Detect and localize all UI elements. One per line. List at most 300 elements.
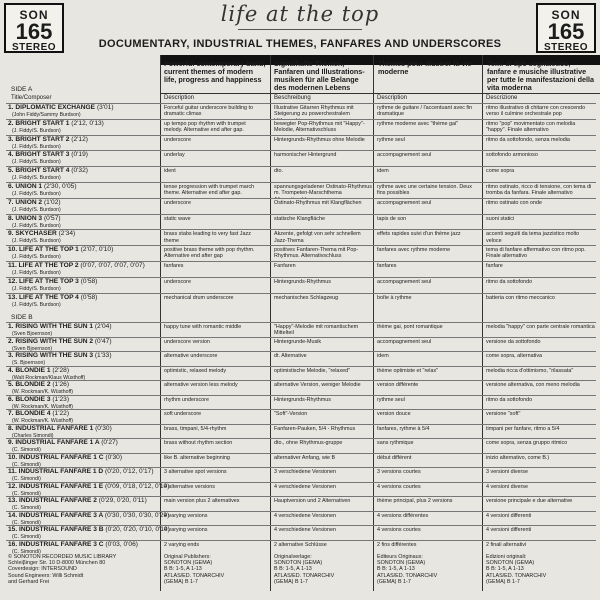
track-name: DIPLOMATIC EXCHANGE [15,104,96,111]
track-name: LIFE AT THE TOP 3 [19,277,79,285]
track-title [8,381,69,388]
track-number: 3. [8,352,14,359]
track-row [6,424,596,439]
track-title [8,396,69,403]
track-title [8,262,145,269]
description-it: ritmo da sottofondo [486,278,533,285]
track-composer: (W. Rockman/K. Wüsthoff) [12,418,74,424]
column-header-fr: Thèmes pour illustrer la vie moderne [378,59,472,76]
track-row [6,182,596,198]
album-subtitle: DOCUMENTARY, INDUSTRIAL THEMES, FANFARES AND UNDERSCORES [98,38,502,50]
description-it: 4 versioni differenti [486,512,532,519]
track-row [6,438,596,453]
track-duration: (2'34) [58,230,76,238]
description-fr: version différente [377,382,419,388]
track-number: 9. [8,439,14,446]
track-duration: (3'01) [96,104,114,111]
track-row [6,322,596,337]
description-de: 4 verschiedene Versionen [274,527,337,533]
description-fr: fanfares [377,263,397,269]
track-title [8,151,88,158]
description-de: harmonischer Hintergrund [274,152,337,159]
track-title [8,183,77,190]
description-fr: début différent [377,454,412,461]
description-en: positive brass theme with pop rhythm. Alternative end after gap [164,247,255,260]
track-row [6,277,596,293]
description-it: suoni statici [486,215,515,222]
track-name: INDUSTRIAL FANFARE 1 E [19,482,104,490]
track-number: 13. [8,497,18,504]
track-duration: (0'30) [105,453,123,461]
description-en: underscore version [164,338,210,345]
description-en: alternative underscore [164,353,218,359]
track-number: 13. [8,293,18,301]
description-en: Forceful guitar underscore building to dramatic climax [164,105,253,118]
track-row [6,453,596,468]
description-de: positives Fanfaren-Thema mit Pop-Rhythmus. Alternativschluss [274,247,359,260]
track-name: BRIGHT START 3 [15,151,70,159]
description-de: 2 alternative Schlüsse [274,541,327,548]
track-number: 11. [8,262,17,269]
track-composer: (J. Fiddy/S. Burdson) [12,159,61,166]
desc-label-en: Description [164,95,195,101]
album-title: life at the top [220,2,380,26]
description-de: 4 verschiedene Versionen [274,483,337,490]
description-en: underscore [164,278,191,285]
track-number: 10. [8,453,18,461]
track-number: 15. [8,526,18,533]
track-number: 14. [8,511,18,519]
description-fr: accompagnement seul [377,152,432,159]
track-title [8,120,104,127]
description-it: come sopra, senza gruppo ritmico [486,440,568,446]
description-fr: thème principal, plus 2 versions [377,498,453,504]
track-duration: (0'09, 0'18, 0'12, 0'10) [105,482,170,490]
description-fr: rythme moderne avec "thème gai" [377,120,459,127]
track-row [6,119,596,135]
description-en: underlay [164,152,185,159]
track-number: 9. [8,230,14,238]
track-title [8,367,69,374]
track-name: LIFE AT THE TOP 2 [18,262,79,269]
track-composer: (C. Simondi) [12,490,41,497]
description-it: ritmo ostinato, ricco di tensione, con tema di tromba da fanfara. Finale alternativo [486,184,592,197]
description-it: batteria con ritmo meccanico [486,294,555,301]
description-de: dto., ohne Rhythmus-gruppe [274,440,343,446]
track-row [6,366,596,381]
track-number: 12. [8,482,18,490]
footer-publishers-it: Edizioni originali: SONOTON (GEMA) B B: 1-5, A 1-13 ATLAS/ED. TONARCHIV (GEMA) B 1-7 [486,554,547,585]
description-fr: accompagnement seul [377,199,432,206]
track-row [6,380,596,395]
description-fr: accompagnement seul [377,278,432,285]
track-duration: (0'20, 0'12, 0'17) [105,468,154,475]
description-it: accenti seguiti da tema jazzistico molto veloce [486,231,580,244]
track-duration: (1'02) [43,198,61,206]
description-fr: fanfares, rythme à 5/4 [377,425,430,432]
description-fr: fanfares avec rythme moderne [377,247,451,254]
track-composer: (C. Simondi) [12,505,41,511]
description-de: statische Klangfläche [274,215,325,222]
description-fr: rythme seul [377,136,405,143]
track-number: 1. [8,323,14,330]
track-duration: (0'58) [80,277,98,285]
track-row [6,351,596,366]
side-b-label: SIDE B [11,314,33,321]
track-title [8,136,88,143]
description-fr: accompagnement seul [377,338,432,345]
track-name: INDUSTRIAL FANFARE 1 D [18,468,104,475]
description-de: alternative Version, weniger Melodie [274,382,361,388]
description-it: come sopra, alternativa [486,353,543,359]
track-number: 2. [8,337,14,345]
track-number: 10. [8,246,18,254]
track-title [8,439,118,446]
track-number: 4. [8,366,14,374]
track-title [8,468,154,475]
track-composer: (J. Fiddy/S. Burdson) [12,143,61,150]
track-title [8,215,61,222]
track-duration: (2'07, 0'10) [80,246,114,254]
description-de: "Soft"-Version [274,411,308,417]
track-composer: (C. Simondi) [12,548,41,555]
footer-credits: © SONOTON RECORDED MUSIC LIBRARY Schleiβinger Str. 10 D-8000 München 80 Coverdesign: INTERSOUND Sound Engineers: Willi Schmidt and Gerhard Frei [8,554,117,585]
track-duration: (0'30) [95,424,112,432]
track-number: 7. [8,410,14,417]
track-title [8,338,112,345]
track-duration: (0'32) [71,167,88,175]
track-title [8,104,114,111]
track-duration: (2'04) [94,323,112,330]
track-duration: (0'07, 0'07, 0'07, 0'07) [80,262,145,269]
track-title [8,246,113,253]
track-row [6,229,596,245]
track-title [8,323,112,330]
track-title [8,410,69,417]
side-a-label: SIDE A [11,86,33,93]
track-composer: (J. Fiddy/S. Burdson) [12,191,61,197]
track-number: 6. [8,395,14,403]
description-fr: idem [377,353,389,359]
track-row [6,293,596,309]
track-composer: (J. Fiddy/S. Burdson) [12,206,61,213]
description-de: spannungsgeladener Ostinato-Rhythmus m. Trompeten-Marschthema [274,184,372,197]
track-title [8,199,61,206]
track-row [6,166,596,182]
track-composer: (Sven Bjoernson) [12,345,53,352]
track-duration: (0'20, 0'20, 0'10, 0'10) [105,526,170,533]
track-duration: (0'29, 0'20, 0'11) [98,497,147,504]
description-de: Hauptversion und 2 Alternativen [274,498,351,504]
track-name: UNION 2 [15,198,43,206]
track-title [8,497,147,504]
description-en: 4 varying versions [164,527,208,533]
track-duration: (0'47) [94,337,112,345]
column-header-it: Temi di tipo segnaletico, fanfare e musiche illustrative per tutte le manifestazioni della vita moderna [487,59,595,92]
track-number: 12. [8,277,18,285]
track-composer: (C. Simondi) [12,447,41,453]
description-fr: 3 versions courtes [377,469,421,475]
description-it: 2 finali alternativi [486,541,527,548]
description-fr: boîte à rythme [377,294,412,301]
track-row [6,496,596,511]
track-title [8,512,169,519]
description-fr: 4 versions courtes [377,527,421,533]
track-name: LIFE AT THE TOP 1 [19,246,79,254]
badge-format: STEREO [543,42,589,53]
description-de: 4 verschiedene Versionen [274,512,337,519]
track-row [6,525,596,540]
track-name: BRIGHT START 1 [15,119,70,127]
description-it: 3 versioni diverse [486,469,528,475]
track-title [8,526,170,533]
title-underline [238,29,362,30]
track-name: BLONDIE 2 [15,381,51,388]
description-de: Hintergrunds-Rhythmus [274,278,331,285]
track-row [6,409,596,424]
column-header-en: Powerful contemporary band, current themes of modern life, progress and happiness [164,59,266,84]
track-composer: (W. Rockman/K. Wüsthoff) [12,403,74,410]
track-name: UNION 3 [15,214,43,222]
track-composer: (C. Simondi) [12,534,41,540]
track-name: SKYCHASER [15,230,57,238]
description-it: 4 versioni diverse [486,483,528,490]
track-duration: (1'26) [52,381,70,388]
track-duration: (0'03, 0'06) [105,540,138,548]
track-row [6,150,596,166]
track-name: INDUSTRIAL FANFARE 1 A [15,439,100,446]
description-it: tema di fanfare affermativo con ritmo pop. Finale alternativo [486,247,586,260]
description-de: mechanisches Schlagzeug [274,294,339,301]
description-de: dt. Alternative [274,353,307,359]
track-row [6,261,596,277]
description-it: inizio alternativo, come B.) [486,454,550,461]
track-row [6,198,596,214]
track-number: 5. [8,381,14,388]
description-it: timpani per fanfare, ritmo a 5/4 [486,425,560,432]
track-number: 7. [8,198,14,206]
track-row [6,245,596,261]
description-en: tense progression with trumpet march theme. Alternative end after gap. [164,184,255,197]
description-en: alternative version less melody [164,382,238,388]
track-name: UNION 1 [15,183,43,190]
footer-publishers-fr: Editeurs Originaux: SONOTON (GEMA) B B: 1-5, A 1-13 ATLAS/ED. TONARCHIV (GEMA) B 1-7 [377,554,438,585]
track-composer: (J. Fiddy/S. Burdson) [12,285,61,292]
description-de: Akzente, gefolgt von sehr schnellem Jazz-Thema [274,231,361,244]
track-name: RISING WITH THE SUN 1 [15,323,94,330]
track-duration: (0'27) [101,439,118,446]
description-en: 3 alternative spot versions [164,469,227,475]
description-en: static wave [164,215,191,222]
track-number: 4. [8,151,14,159]
track-duration: (2'28) [52,366,70,374]
track-duration: (1'33) [94,352,112,359]
track-composer: (S. Bjoernson) [12,360,46,366]
description-fr: 2 fins différentes [377,541,417,548]
title-composer-label: Title/Composer [11,95,52,101]
track-title [8,541,138,548]
description-it: versione alternativa, con meno melodia [486,382,580,388]
description-fr: effets rapides suivi d'un thème jazz [377,231,461,238]
description-en: 4 alternative versions [164,483,215,490]
description-en: happy tune with romantic middle [164,324,242,330]
track-number: 8. [8,424,14,432]
description-it: versione "soft" [486,411,521,417]
track-number: 3. [8,135,14,143]
description-fr: thème gai, pont romantique [377,324,443,330]
badge-label: SON [19,8,49,22]
track-duration: (0'57) [43,214,61,222]
track-title [8,278,97,285]
track-composer: (John Fiddy/Sammy Burdson) [12,112,81,118]
track-row [6,214,596,230]
track-composer: (Sven Bjoernson) [12,331,53,337]
track-row [6,511,596,526]
description-it: melodia "happy" con parte centrale romantica [486,324,595,330]
description-en: fanfares [164,263,184,269]
track-duration: (0'30, 0'30, 0'30, 0'29) [104,511,170,519]
track-composer: (J. Fiddy/S. Burdson) [12,238,61,245]
desc-label-de: Beschreibung [274,95,311,101]
track-title [8,167,88,174]
description-en: optimistic, relaxed melody [164,367,227,374]
column-header-de: Signalhafte Themen, Fanfaren und Illustrations-musiken für alle Belange des modernen Lebens [274,59,365,92]
description-de: bewegter Pop-Rhythmus mit "Happy"-Melodie, Alternativschluss [274,120,365,134]
description-de: Ostinato-Rhythmus mit Klangflächen [274,199,362,206]
track-title [8,483,169,490]
track-row [6,337,596,352]
description-fr: tapis de son [377,215,407,222]
description-it: versione principale e due alternative [486,498,573,504]
desc-label-it: Descrizione [486,95,518,101]
description-en: rhythm underscore [164,396,209,403]
track-title [8,425,112,432]
description-it: versione da sottofondo [486,338,541,345]
track-name: RISING WITH THE SUN 2 [15,337,94,345]
track-row [6,135,596,151]
description-it: melodia ricca d'ottimismo, "rilassata" [486,367,574,374]
description-en: like B. alternative beginning [164,454,230,461]
track-duration: (0'19) [71,151,88,159]
track-duration: (1'22) [52,410,70,417]
badge-number: 165 [547,19,585,44]
footer-publishers-de: Originalverlage: SONOTON (GEMA) B B: 1-5, A 1-13 ATLAS/ED. TONARCHIV (GEMA) B 1-7 [274,554,335,585]
description-fr: rythme seul [377,396,405,403]
track-composer: (J. Fiddy/S. Burdson) [12,222,61,229]
description-de: Hintergrunde-Musik [274,338,322,345]
description-it: sottofondo armonioso [486,152,538,159]
track-composer: (J. Fiddy/S. Burdson) [12,175,61,182]
track-title [8,294,97,301]
description-en: ident [164,168,176,175]
track-composer: (Charles Simondi) [12,432,54,439]
description-de: Fanfaren-Pauken, 5/4 - Rhythmus [274,425,356,432]
description-it: come sopra [486,168,515,175]
track-name: BRIGHT START 4 [15,167,70,175]
description-labels [160,93,600,103]
track-name: BLONDIE 4 [15,410,51,417]
track-composer: (C. Simondi) [12,476,41,482]
description-it: ritmo illustrativo di chitarre con crescendo verso il culmine orchestrale pop [486,105,586,118]
description-en: 4 varying versions [164,512,208,519]
description-it: fanfare [486,263,503,269]
description-en: underscore [164,136,191,143]
track-composer: (Walt Rockman/Klaus Wüsthoff) [12,374,86,381]
description-de: alternativer Anfang, wie B [274,454,336,461]
track-row [6,467,596,482]
description-de: Hintergrunds-Rhythmus [274,396,331,403]
track-duration: (2'30, 0'05) [43,183,77,190]
track-name: LIFE AT THE TOP 4 [19,293,79,301]
footer-publishers-en: Original Publishers: SONOTON (GEMA) B B: 1-5, A 1-13 ATLAS/ED. TONARCHIV (GEMA) B 1-7 [164,554,225,585]
description-de: Fanfaren [274,263,296,269]
track-number: 8. [8,214,14,222]
description-fr: sans rythmique [377,440,414,446]
description-it: ritmo da sottofondo [486,396,533,403]
description-fr: 4 versions courtes [377,483,421,490]
description-de: optimistische Melodie, "relaxed" [274,367,351,374]
description-de: 3 verschiedene Versionen [274,469,337,475]
track-name: INDUSTRIAL FANFARE 3 C [19,540,104,548]
description-fr: thème optimiste et "relax" [377,367,439,374]
track-duration: (2'12) [71,135,88,143]
description-en: 2 varying ends [164,541,200,548]
track-composer: (J. Fiddy/S. Burdson) [12,270,61,276]
track-number: 2. [8,119,14,127]
track-duration: (2'12, 0'13) [71,119,104,127]
track-composer: (C. Simondi) [12,461,41,468]
description-en: soft underscore [164,411,202,417]
description-it: 4 versioni differenti [486,527,532,533]
badge-label: SON [551,8,581,22]
description-de: Hintergrunds-Rhythmus ohne Melodie [274,136,365,143]
badge-number: 165 [15,19,53,44]
description-de: Illustrative Gitarren Rhythmus mit Steigerung zu powerchestralem [274,105,354,118]
description-it: ritmo ostinato con onde [486,199,543,206]
track-row [6,395,596,410]
track-composer: (C. Simondi) [12,519,41,526]
description-it: ritmo "pop" movimentato con melodia "happy". Finale alternativo [486,120,576,134]
track-composer: (J. Fiddy/S. Burdson) [12,127,61,134]
description-en: brass stabs leading to very fast Jazz theme [164,231,251,244]
badge-format: STEREO [11,42,57,53]
description-de: "Happy"-Melodie mit romantischem Mittelteil [274,324,359,337]
track-name: INDUSTRIAL FANFARE 3 B [19,526,104,533]
description-it: ritmo da sottofondo, senza melodia [486,136,570,143]
description-en: mechanical drum underscore [164,294,234,301]
description-en: brass without rhythm section [164,440,233,446]
track-name: INDUSTRIAL FANFARE 1 [15,424,94,432]
track-title [8,230,75,237]
description-en: up tempo pop rhythm with trumpet melody. Alternative end after gap. [164,120,246,134]
description-en: brass, timpani, 5/4-rhythm [164,425,227,432]
track-row [6,103,596,119]
track-number: 11. [8,468,17,475]
track-composer: (J. Fiddy/S. Burdson) [12,301,61,308]
track-number: 6. [8,183,14,190]
track-number: 1. [8,104,14,111]
track-name: RISING WITH THE SUN 3 [15,352,94,359]
description-fr: idem [377,168,389,175]
track-composer: (J. Fiddy/S. Burdson) [12,254,61,261]
description-fr: rythme avec une certaine tension. Deux fins possibles [377,184,472,197]
track-name: INDUSTRIAL FANFARE 2 [19,497,97,504]
description-fr: 4 versions différentes [377,512,429,519]
description-fr: rythme de guitare / l'accentuant avec fin dramatique [377,105,473,118]
description-de: dto. [274,168,283,175]
description-en: main version plus 2 alternatives [164,498,240,504]
desc-label-fr: Description [377,95,408,101]
